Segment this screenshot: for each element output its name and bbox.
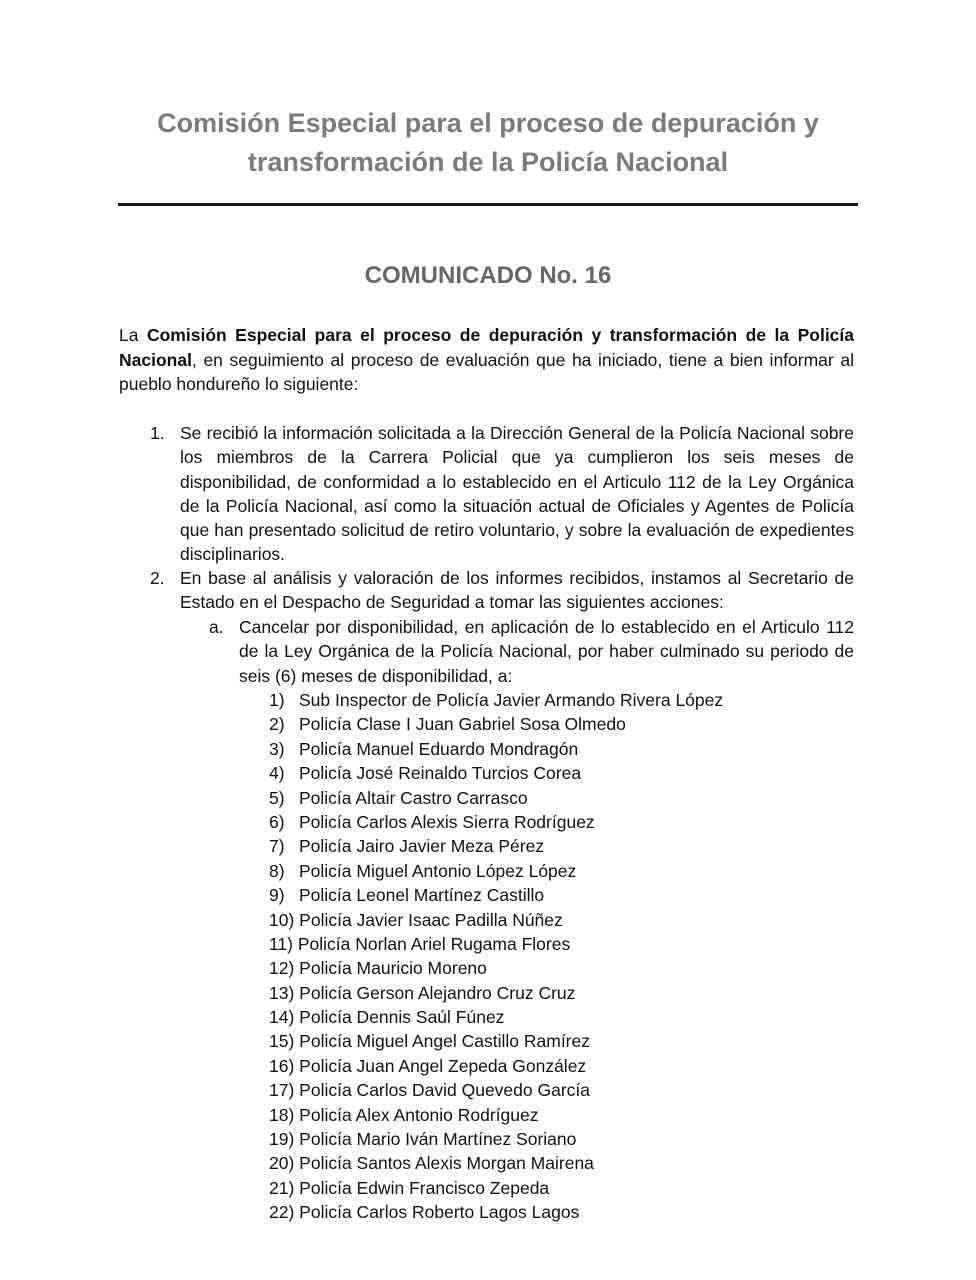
sub-item-a (209, 615, 854, 688)
officer-names-list (269, 688, 829, 1225)
list-item (269, 761, 829, 785)
list-item-number: 6) (269, 811, 285, 832)
list-item-number: 15) (269, 1031, 295, 1052)
intro-rest: , en seguimiento al proceso de evaluación que ha iniciado, tiene a bien informar al pueblo hondureño lo siguiente: (119, 349, 854, 394)
intro-paragraph (119, 323, 854, 397)
list-item-text: Policía Carlos Roberto Lagos Lagos (299, 1202, 580, 1223)
list-item (269, 981, 829, 1005)
list-item (269, 1151, 829, 1175)
list-item-text: Policía Altair Castro Carrasco (299, 787, 528, 808)
list-item-number: 18) (269, 1104, 295, 1125)
header-title-line-1: Comisión Especial para el proceso de depuración y (157, 108, 819, 138)
list-item-number: 8) (269, 860, 285, 881)
list-item (269, 737, 829, 761)
list-item (269, 786, 829, 810)
list-item (269, 688, 829, 712)
list-item-text: Policía Dennis Saúl Fúnez (299, 1007, 505, 1028)
intro-bold-name: Comisión Especial para el proceso de depuración y transformación de la Policía Nacional (119, 325, 855, 370)
document-header-title (100, 104, 876, 182)
list-item-text: Policía Norlan Ariel Rugama Flores (297, 933, 571, 954)
list-item-number: 12) (269, 958, 295, 979)
list-item-number: 17) (269, 1080, 295, 1101)
list-item-text: Policía Mauricio Moreno (299, 958, 487, 979)
list-item-number: 3) (269, 738, 285, 759)
list-item (269, 1005, 829, 1029)
list-item (269, 1054, 829, 1078)
list-item (269, 712, 829, 736)
list-item-text: Policía José Reinaldo Turcios Corea (299, 763, 582, 784)
list-item-text: Policía Mario Iván Martínez Soriano (299, 1129, 577, 1150)
list-item-text: Policía Clase I Juan Gabriel Sosa Olmedo (299, 714, 626, 735)
sub-item-letter: a. (209, 617, 224, 637)
list-item-number: 4) (269, 763, 285, 784)
list-item (269, 956, 829, 980)
list-item-number: 22) (269, 1202, 295, 1223)
list-item-number: 10) (269, 909, 295, 930)
numbered-item-2 (150, 566, 854, 615)
list-item-number: 11) (269, 933, 293, 954)
numbered-item-1 (150, 421, 854, 567)
list-item-number: 16) (269, 1055, 295, 1076)
list-item-number: 14) (269, 1007, 295, 1028)
list-item-text: Policía Javier Isaac Padilla Núñez (299, 909, 563, 930)
list-item (269, 810, 829, 834)
list-item-text: Sub Inspector de Policía Javier Armando Rivera López (299, 690, 724, 710)
list-item-text: Policía Miguel Angel Castillo Ramírez (299, 1031, 590, 1052)
sub-item-text: Cancelar por disponibilidad, en aplicación de lo establecido en el Articulo 112 de la Ley Orgánica de la Policía Nacional, por haber culminado su periodo de seis (6) meses de disponibilidad, a: (239, 617, 854, 686)
list-item-text: Policía Edwin Francisco Zepeda (299, 1177, 550, 1198)
item-text: Se recibió la información solicitada a la Dirección General de la Policía Nacional sobre los miembros de la Carrera Policial que ya cumplieron los seis meses de disponibilidad, de conformidad a lo establecido en el Articulo 112 de la Ley Orgánica de la Policía Nacional, así como la situación actual de Oficiales y Agentes de Policía que han presentado solicitud de retiro voluntario, y sobre la evaluación de expedientes disciplinarios. (180, 423, 854, 565)
list-item (269, 932, 829, 956)
list-item-text: Policía Jairo Javier Meza Pérez (299, 836, 545, 857)
intro-prefix: La (119, 325, 147, 345)
list-item (269, 1078, 829, 1102)
list-item-text: Policía Miguel Antonio López López (299, 860, 577, 881)
list-item-text: Policía Manuel Eduardo Mondragón (299, 738, 579, 759)
list-item (269, 1176, 829, 1200)
item-text: En base al análisis y valoración de los informes recibidos, instamos al Secretario de Estado en el Despacho de Seguridad a tomar las siguientes acciones: (180, 568, 854, 613)
list-item-number: 21) (269, 1177, 295, 1198)
list-item-number: 7) (269, 836, 285, 857)
list-item-number: 5) (269, 787, 285, 808)
list-item-text: Policía Juan Angel Zepeda González (299, 1055, 587, 1076)
item-number: 1. (150, 423, 165, 443)
list-item (269, 859, 829, 883)
list-item (269, 834, 829, 858)
list-item-text: Policía Carlos Alexis Sierra Rodríguez (299, 811, 595, 832)
header-divider (118, 203, 858, 206)
list-item-number: 13) (269, 982, 295, 1003)
list-item-text: Policía Carlos David Quevedo García (299, 1080, 590, 1101)
list-item (269, 1103, 829, 1127)
header-title-line-2: transformación de la Policía Nacional (247, 147, 729, 177)
item-number: 2. (150, 568, 165, 588)
list-item-number: 19) (269, 1129, 295, 1150)
list-item-text: Policía Gerson Alejandro Cruz Cruz (299, 982, 576, 1003)
list-item-number: 2) (269, 714, 285, 735)
list-item-number: 20) (269, 1153, 295, 1174)
list-item-number: 1) (269, 690, 285, 710)
list-item (269, 883, 829, 907)
list-item-text: Policía Leonel Martínez Castillo (299, 885, 545, 906)
list-item-number: 9) (269, 885, 285, 906)
list-item-text: Policía Santos Alexis Morgan Mairena (299, 1153, 594, 1174)
list-item (269, 1127, 829, 1151)
list-item-text: Policía Alex Antonio Rodríguez (299, 1104, 539, 1125)
comunicado-heading: COMUNICADO No. 16 (364, 262, 612, 289)
list-item (269, 908, 829, 932)
list-item (269, 1200, 829, 1224)
list-item (269, 1029, 829, 1053)
